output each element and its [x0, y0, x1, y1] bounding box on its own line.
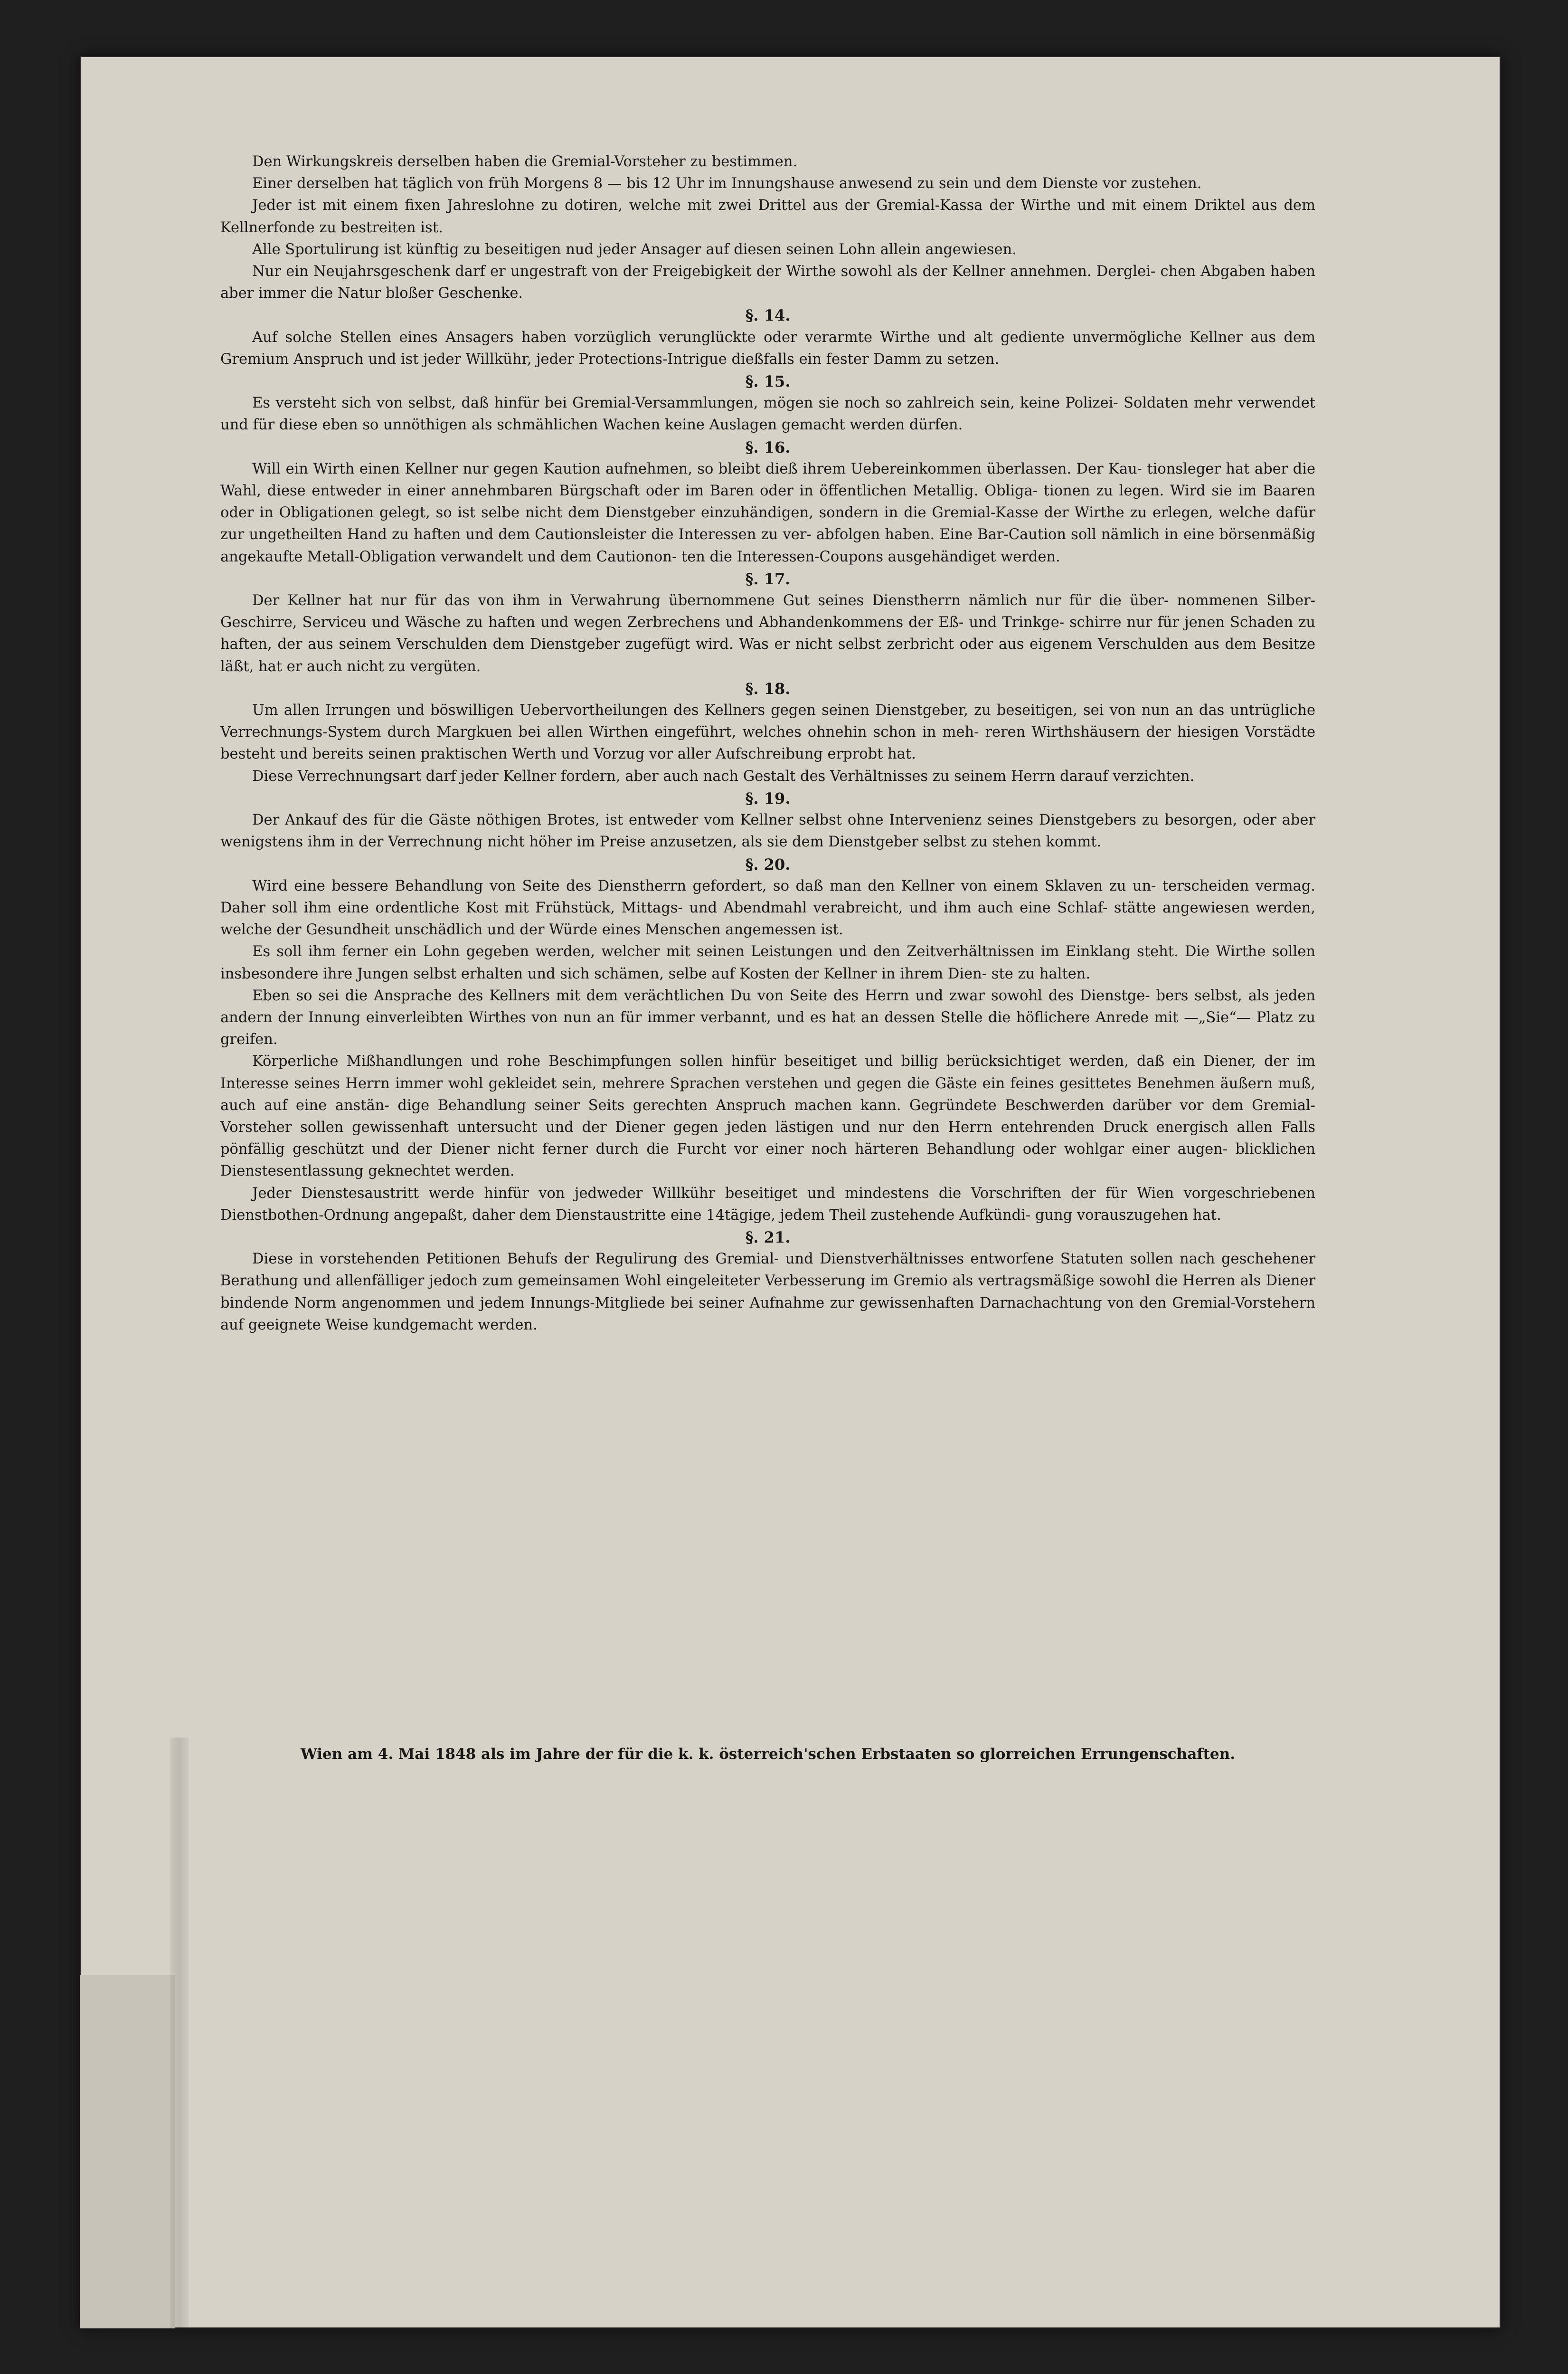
section-heading: §. 17. — [745, 570, 791, 588]
paper-lower-margin — [80, 1975, 175, 2328]
paragraph: Diese in vorstehenden Petitionen Behufs der Regulirung des Gremial- und Dienstverhältnisses entworfene Statuten sollen nach geschehener Berathung und allenfälliger jedoch zum gemeinsamen Wohl eingeleiteter Verbesserung im Gremio als vertragsmäßige sowohl die Herren als Diener bindende Norm angenommen und jedem Innungs-Mitgliede bei seiner Aufnahme zur gewissenhaften Darnachachtung von den Gremial-Vorstehern auf geeignete Weise kundgemacht werden. — [220, 1251, 1315, 1333]
document-body — [220, 151, 1315, 1336]
paragraph: Wird eine bessere Behandlung von Seite des Dienstherrn gefordert, so daß man den Kellner von einem Sklaven zu un- terscheiden vermag. Daher soll ihm eine ordentliche Kost mit Frühstück, Mittags- und Abendmahl verabreicht, und ihm auch eine Schlaf- stätte angewiesen werden, welche der Gesundheit unschädlich und der Würde eines Menschen angemessen ist. — [220, 877, 1315, 939]
paragraph: Der Ankauf des für die Gäste nöthigen Brotes, ist entweder vom Kellner selbst ohne Intervenienz seines Dienstgebers zu besorgen, oder aber wenigstens ihm in der Verrechnung nicht höher im Preise anzusetzen, als sie dem Dienstgeber selbst zu stehen kommt. — [220, 812, 1315, 851]
document-page — [80, 56, 1501, 2328]
paragraph: Nur ein Neujahrsgeschenk darf er ungestraft von der Freigebigkeit der Wirthe sowohl als der Kellner annehmen. Derglei- chen Abgaben haben aber immer die Natur bloßer Geschenke. — [220, 263, 1315, 302]
paragraph: Den Wirkungskreis derselben haben die Gremial-Vorsteher zu bestimmen. — [252, 153, 798, 170]
paragraph: Um allen Irrungen und böswilligen Uebervortheilungen des Kellners gegen seinen Dienstgeber, zu beseitigen, sei von nun an das untrügliche Verrechnungs-System durch Margkuen bei allen Wirthen eingeführt, welches ohnehin schon in meh- reren Wirthshäusern der hiesigen Vorstädte besteht und bereits seinen praktischen Werth und Vorzug vor aller Aufschreibung erprobt hat. — [220, 702, 1315, 763]
paragraph: Diese Verrechnungsart darf jeder Kellner fordern, aber auch nach Gestalt des Verhältnisses zu seinem Herrn darauf verzichten. — [252, 768, 1195, 785]
paragraph: Alle Sportulirung ist künftig zu beseitigen nud jeder Ansager auf diesen seinen Lohn allein angewiesen. — [252, 241, 1017, 258]
paragraph: Eben so sei die Ansprache des Kellners mit dem verächtlichen Du von Seite des Herrn und zwar sowohl des Dienstge- bers selbst, als jeden andern der Innung einverleibten Wirthes von nun an für immer verbannt, und es hat an dessen Stelle die höflichere Anrede mit —„Sie“— Platz zu greifen. — [220, 987, 1315, 1048]
section-heading: §. 19. — [745, 789, 791, 807]
paragraph: Jeder Dienstesaustritt werde hinfür von jedweder Willkühr beseitiget und mindestens die Vorschriften der für Wien vorgeschriebenen Dienstbothen-Ordnung angepaßt, daher dem Dienstaustritte eine 14tägige, jedem Theil zustehende Aufkündi- gung vorauszugehen hat. — [220, 1185, 1315, 1224]
paragraph: Einer derselben hat täglich von früh Morgens 8 — bis 12 Uhr im Innungshause anwesend zu sein und dem Dienste vor zustehen. — [252, 175, 1202, 192]
paragraph: Es soll ihm ferner ein Lohn gegeben werden, welcher mit seinen Leistungen und den Zeitverhältnissen im Einklang steht. Die Wirthe sollen insbesondere ihre Jungen selbst erhalten und sich schämen, selbe auf Kosten der Kellner in ihrem Dien- ste zu halten. — [220, 943, 1315, 982]
section-heading: §. 15. — [745, 372, 791, 391]
section-heading: §. 14. — [745, 306, 791, 325]
paragraph: Der Kellner hat nur für das von ihm in Verwahrung übernommene Gut seines Dienstherrn nämlich nur für die über- nommenen Silber-Geschirre, Serviceu und Wäsche zu haften und wegen Zerbrechens und Abhandenkommens der Eß- und Trinkge- schirre nur für jenen Schaden zu haften, der aus seinem Verschulden dem Dienstgeber zugefügt wird. Was er nicht selbst zerbricht oder aus eigenem Verschulden aus dem Besitze läßt, hat er auch nicht zu vergüten. — [220, 592, 1315, 675]
section-heading: §. 20. — [745, 855, 791, 874]
paragraph: Es versteht sich von selbst, daß hinfür bei Gremial-Versammlungen, mögen sie noch so zahlreich sein, keine Polizei- Soldaten mehr verwendet und für diese eben so unnöthigen als schmählichen Wachen keine Auslagen gemacht werden dürfen. — [220, 395, 1315, 434]
paragraph: Auf solche Stellen eines Ansagers haben vorzüglich verunglückte oder verarmte Wirthe und alt gediente unvermögliche Kellner aus dem Gremium Anspruch und ist jeder Willkühr, jeder Protections-Intrigue dießfalls ein fester Damm zu setzen. — [220, 329, 1315, 368]
paragraph: Körperliche Mißhandlungen und rohe Beschimpfungen sollen hinfür beseitiget und billig berücksichtiget werden, daß ein Diener, der im Interesse seines Herrn immer wohl gekleidet sein, mehrere Sprachen verstehen und gegen die Gäste ein feines gesittetes Benehmen äußern muß, auch auf eine anstän- dige Behandlung seiner Seits gerechten Anspruch machen kann. Gegründete Beschwerden darüber vor dem Gremial-Vorsteher sollen gewissenhaft untersucht und der Diener gegen jeden lästigen und nur den Herrn entehrenden Druck energisch allen Falls pönfällig geschützt und der Diener nicht ferner durch die Furcht vor einer noch härteren Behandlung oder wohlgar einer augen- blicklichen Dienstesentlassung geknechtet werden. — [220, 1053, 1315, 1180]
closing-line: Wien am 4. Mai 1848 als im Jahre der für die k. k. österreich'schen Erbstaaten so glorreichen Errungenschaften. — [301, 1746, 1235, 1763]
section-heading: §. 16. — [745, 438, 791, 456]
paragraph: Jeder ist mit einem fixen Jahreslohne zu dotiren, welche mit zwei Drittel aus der Gremial-Kassa der Wirthe und mit einem Driktel aus dem Kellnerfonde zu bestreiten ist. — [220, 197, 1315, 236]
paragraph: Will ein Wirth einen Kellner nur gegen Kaution aufnehmen, so bleibt dieß ihrem Uebereinkommen überlassen. Der Kau- tionsleger hat aber die Wahl, diese entweder in einer annehmbaren Bürgschaft oder im Baren oder in öffentlichen Metallig. Obliga- tionen zu legen. Wird sie im Baaren oder in Obligationen gelegt, so ist selbe nicht dem Dienstgeber einzuhändigen, sondern in die Gremial-Kasse der Wirthe zu erlegen, welche dafür zur ungetheilten Hand zu haften und dem Cautionsleister die Interessen zu ver- abfolgen haben. Eine Bar-Caution soll nämlich in eine börsenmäßig angekaufte Metall-Obligation verwandelt und dem Cautionon- ten die Interessen-Coupons ausgehändiget werden. — [220, 460, 1315, 565]
paper-fold-shadow — [170, 1738, 189, 2328]
section-heading: §. 18. — [745, 679, 791, 698]
section-heading: §. 21. — [745, 1228, 791, 1246]
